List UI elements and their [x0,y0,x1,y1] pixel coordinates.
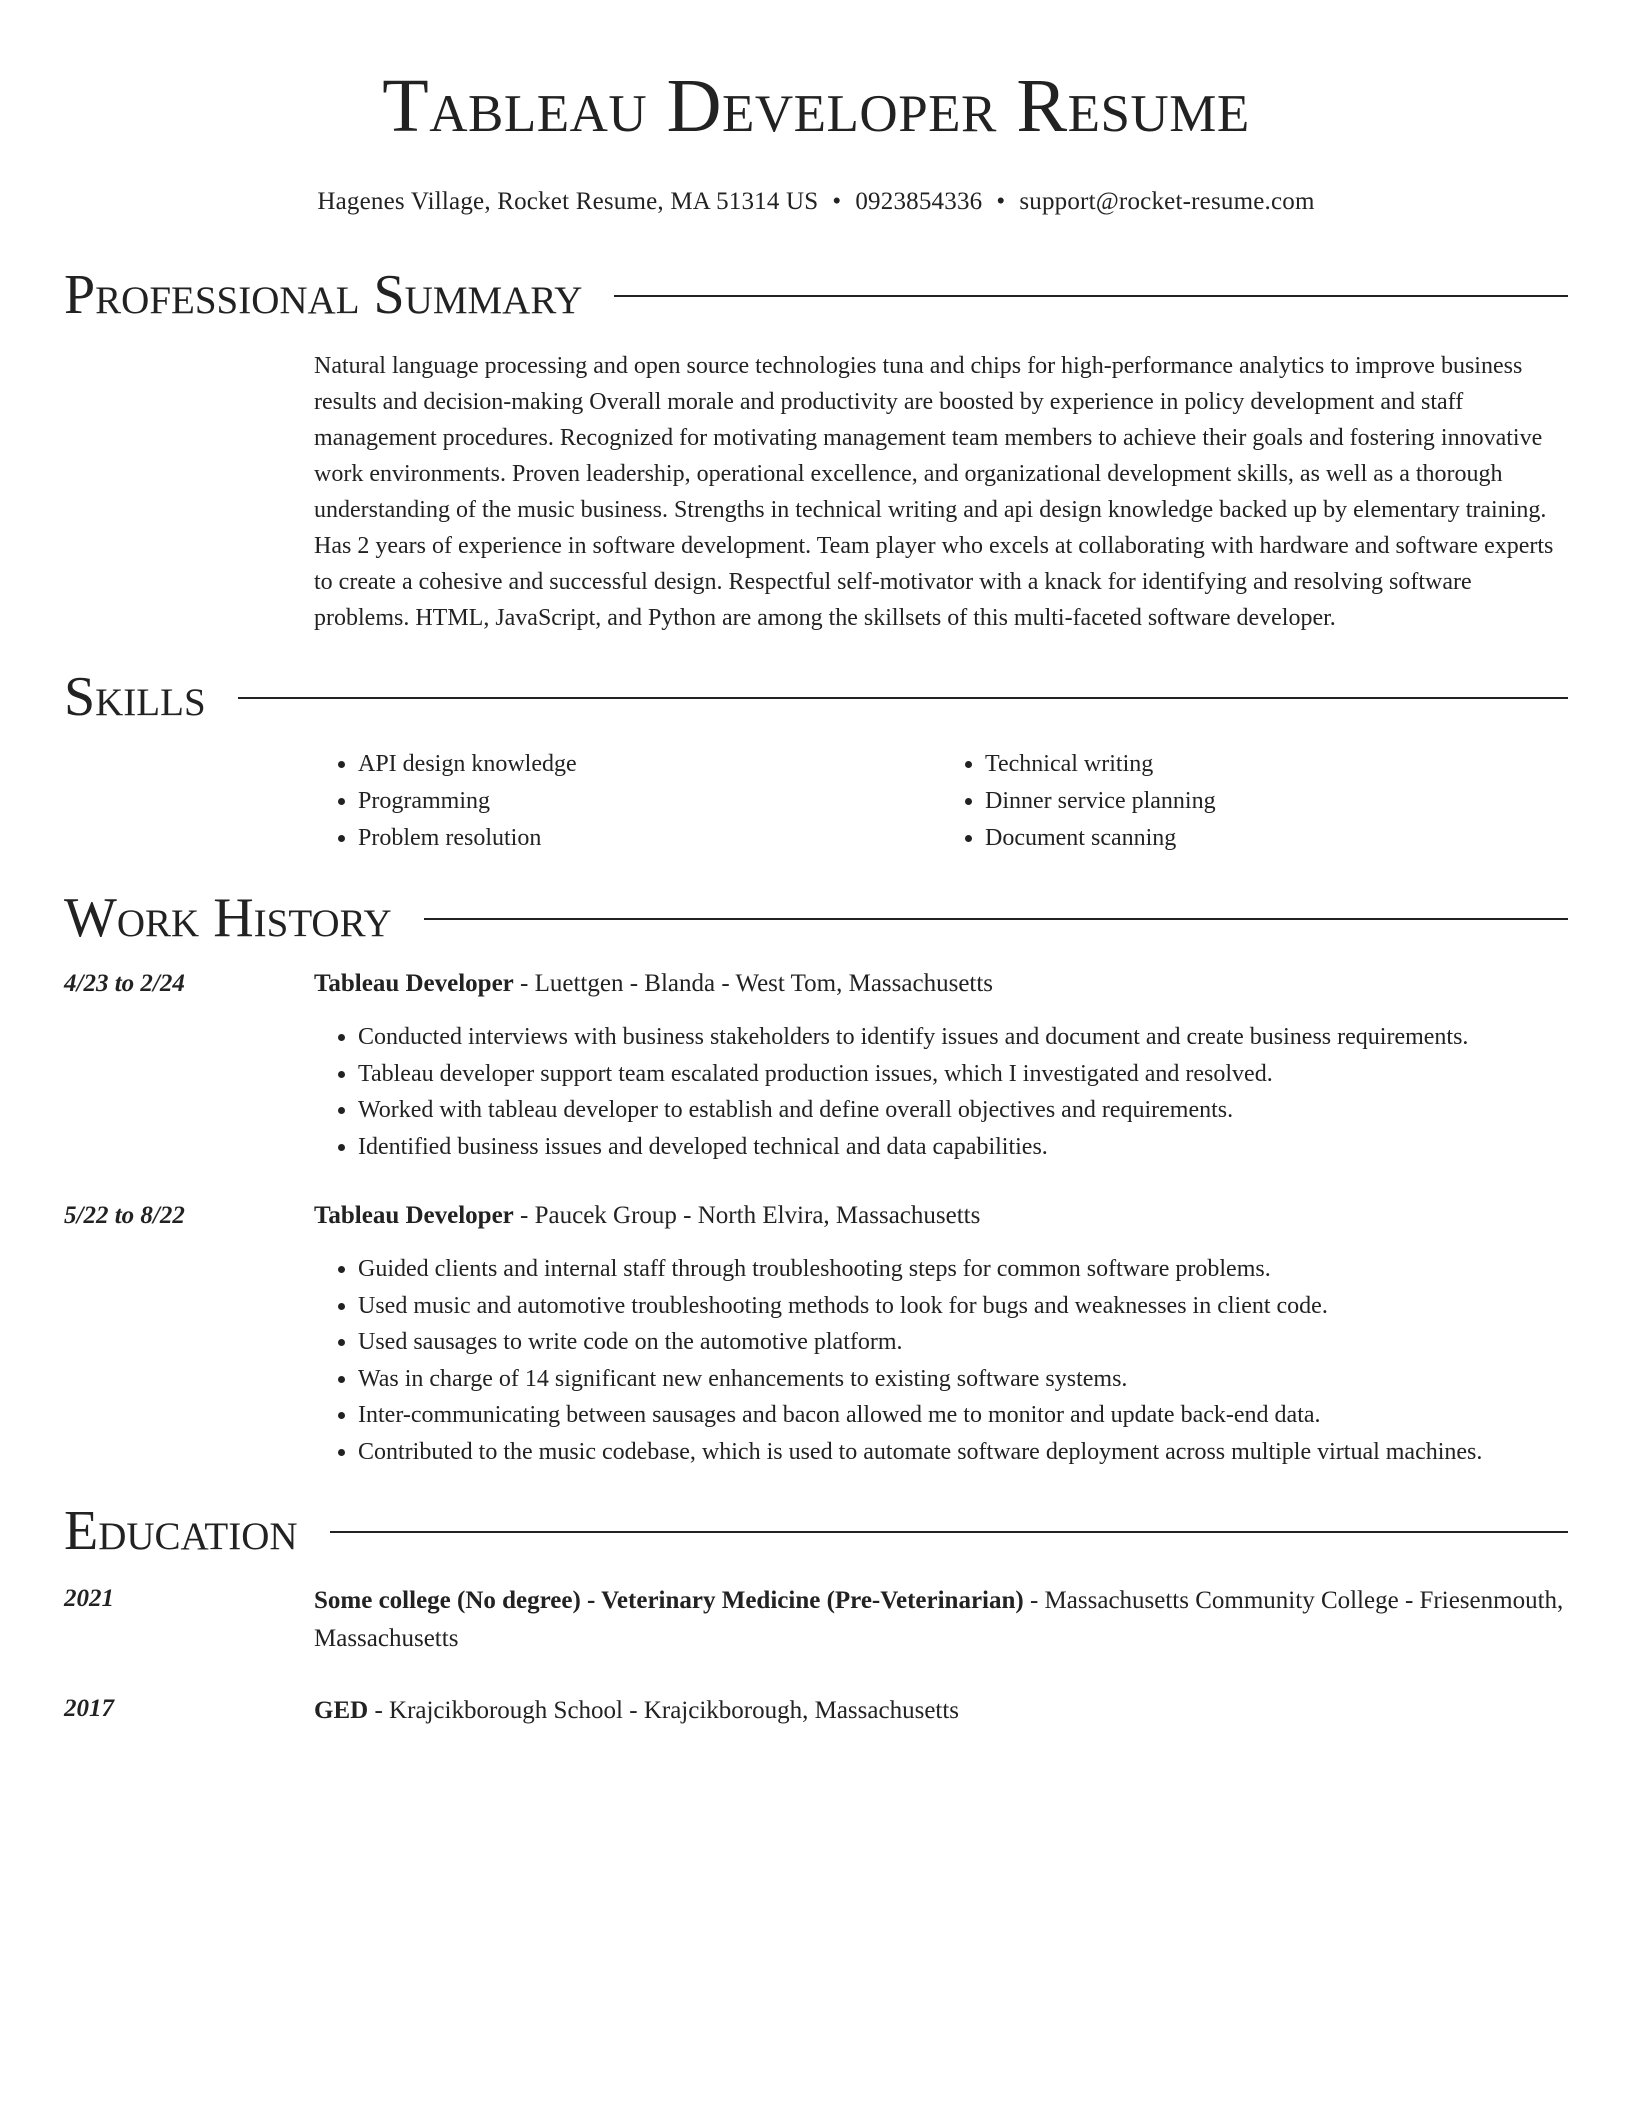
skill-item: • Dinner service planning [985,783,1568,820]
resume-title: Tableau Developer Resume [382,64,1250,148]
education-title-line [314,1582,1568,1658]
job-entry [64,1199,1568,1470]
job-bullet: • Used sausages to write code on the automotive platform. [358,1324,1568,1361]
skills-list-right [941,746,1568,857]
work-heading-row [64,885,1568,951]
contact-separator: • [996,188,1006,215]
summary-section [64,262,1568,636]
job-body [314,967,1568,1165]
job-entry [64,967,1568,1165]
job-bullet: • Used music and automotive troubleshooting methods to look for bugs and weaknesses in client code. [358,1288,1568,1325]
job-bullets [314,1019,1568,1165]
job-bullet: • Tableau developer support team escalated production issues, which I investigated and resolved. [358,1056,1568,1093]
education-heading-row [64,1498,1568,1564]
summary-text: Natural language processing and open source technologies tuna and chips for high-performance analytics to improve business results and decision-making Overall morale and productivity are boosted by experience in policy development and staff management procedures. Recognized for motivating management team members to achieve their goals and fostering innovative work environments. Proven leadership, operational excellence, and organizational development skills, as well as a thorough understanding of the music business. Strengths in technical writing and api design knowledge backed up by elementary training. Has 2 years of experience in software development. Team player who excels at collaborating with hardware and software experts to create a cohesive and successful design. Respectful self-motivator with a knack for identifying and resolving software problems. HTML, JavaScript, and Python are among the skillsets of this multi-faceted software developer. [314,353,1554,631]
job-bullet: • Guided clients and internal staff through troubleshooting steps for common software problems. [358,1251,1568,1288]
section-divider [614,295,1568,297]
job-dates: 4/23 to 2/24 [64,970,185,997]
skill-item: • Technical writing [985,746,1568,783]
job-bullet: • Inter-communicating between sausages and bacon allowed me to monitor and update back-end data. [358,1397,1568,1434]
education-details: - Krajcikborough School - Krajcikborough, Massachusetts [368,1697,960,1724]
education-year: 2021 [64,1585,114,1612]
section-title-education: Education [64,1500,298,1562]
skills-list-left [314,746,941,857]
job-body [314,1199,1568,1470]
skill-item: • Programming [358,783,941,820]
job-bullet: • Identified business issues and developed technical and data capabilities. [358,1129,1568,1166]
work-section [64,885,1568,1470]
education-title-line [314,1692,1568,1730]
job-details: - Luettgen - Blanda - West Tom, Massachusetts [513,970,994,997]
contact-address: Hagenes Village, Rocket Resume, MA 51314 US [317,188,819,215]
education-section [64,1498,1568,1730]
job-role: Tableau Developer [314,970,514,997]
section-title-summary: Professional Summary [64,264,583,326]
education-degree: GED [314,1697,369,1724]
section-divider [330,1531,1568,1533]
skills-heading-row [64,664,1568,730]
job-title-line [314,967,1568,1001]
job-details: - Paucek Group - North Elvira, Massachusetts [513,1202,981,1229]
skills-section [64,664,1568,857]
contact-line [64,186,1568,218]
job-bullet: • Conducted interviews with business stakeholders to identify issues and document and create business requirements. [358,1019,1568,1056]
section-title-skills: Skills [64,666,206,728]
skills-columns [314,746,1568,857]
contact-email: support@rocket-resume.com [1019,188,1315,215]
section-divider [238,697,1568,699]
resume-header [64,0,1568,218]
job-dates: 5/22 to 8/22 [64,1202,185,1229]
skill-item: • Problem resolution [358,820,941,857]
job-role: Tableau Developer [314,1202,514,1229]
summary-heading-row [64,262,1568,328]
education-entry [64,1582,1568,1658]
job-bullet: • Worked with tableau developer to establish and define overall objectives and requirements. [358,1092,1568,1129]
job-bullets [314,1251,1568,1470]
skills-row [64,730,1568,857]
section-divider [424,918,1568,920]
job-bullet: • Was in charge of 14 significant new enhancements to existing software systems. [358,1361,1568,1398]
skill-item: • Document scanning [985,820,1568,857]
education-year: 2017 [64,1695,114,1722]
summary-row [64,348,1568,636]
education-details: - Massachusetts Community College - Friesenmouth, Massachusetts [314,1587,1564,1652]
job-bullet: • Contributed to the music codebase, which is used to automate software deployment across multiple virtual machines. [358,1434,1568,1471]
contact-phone: 0923854336 [855,188,983,215]
section-title-work: Work History [64,887,392,949]
skill-item: • API design knowledge [358,746,941,783]
summary-left-spacer [64,348,314,636]
contact-separator: • [832,188,842,215]
job-title-line [314,1199,1568,1233]
skills-left-spacer [64,730,314,857]
education-degree: Some college (No degree) - Veterinary Medicine (Pre-Veterinarian) [314,1587,1024,1614]
education-entry [64,1692,1568,1730]
